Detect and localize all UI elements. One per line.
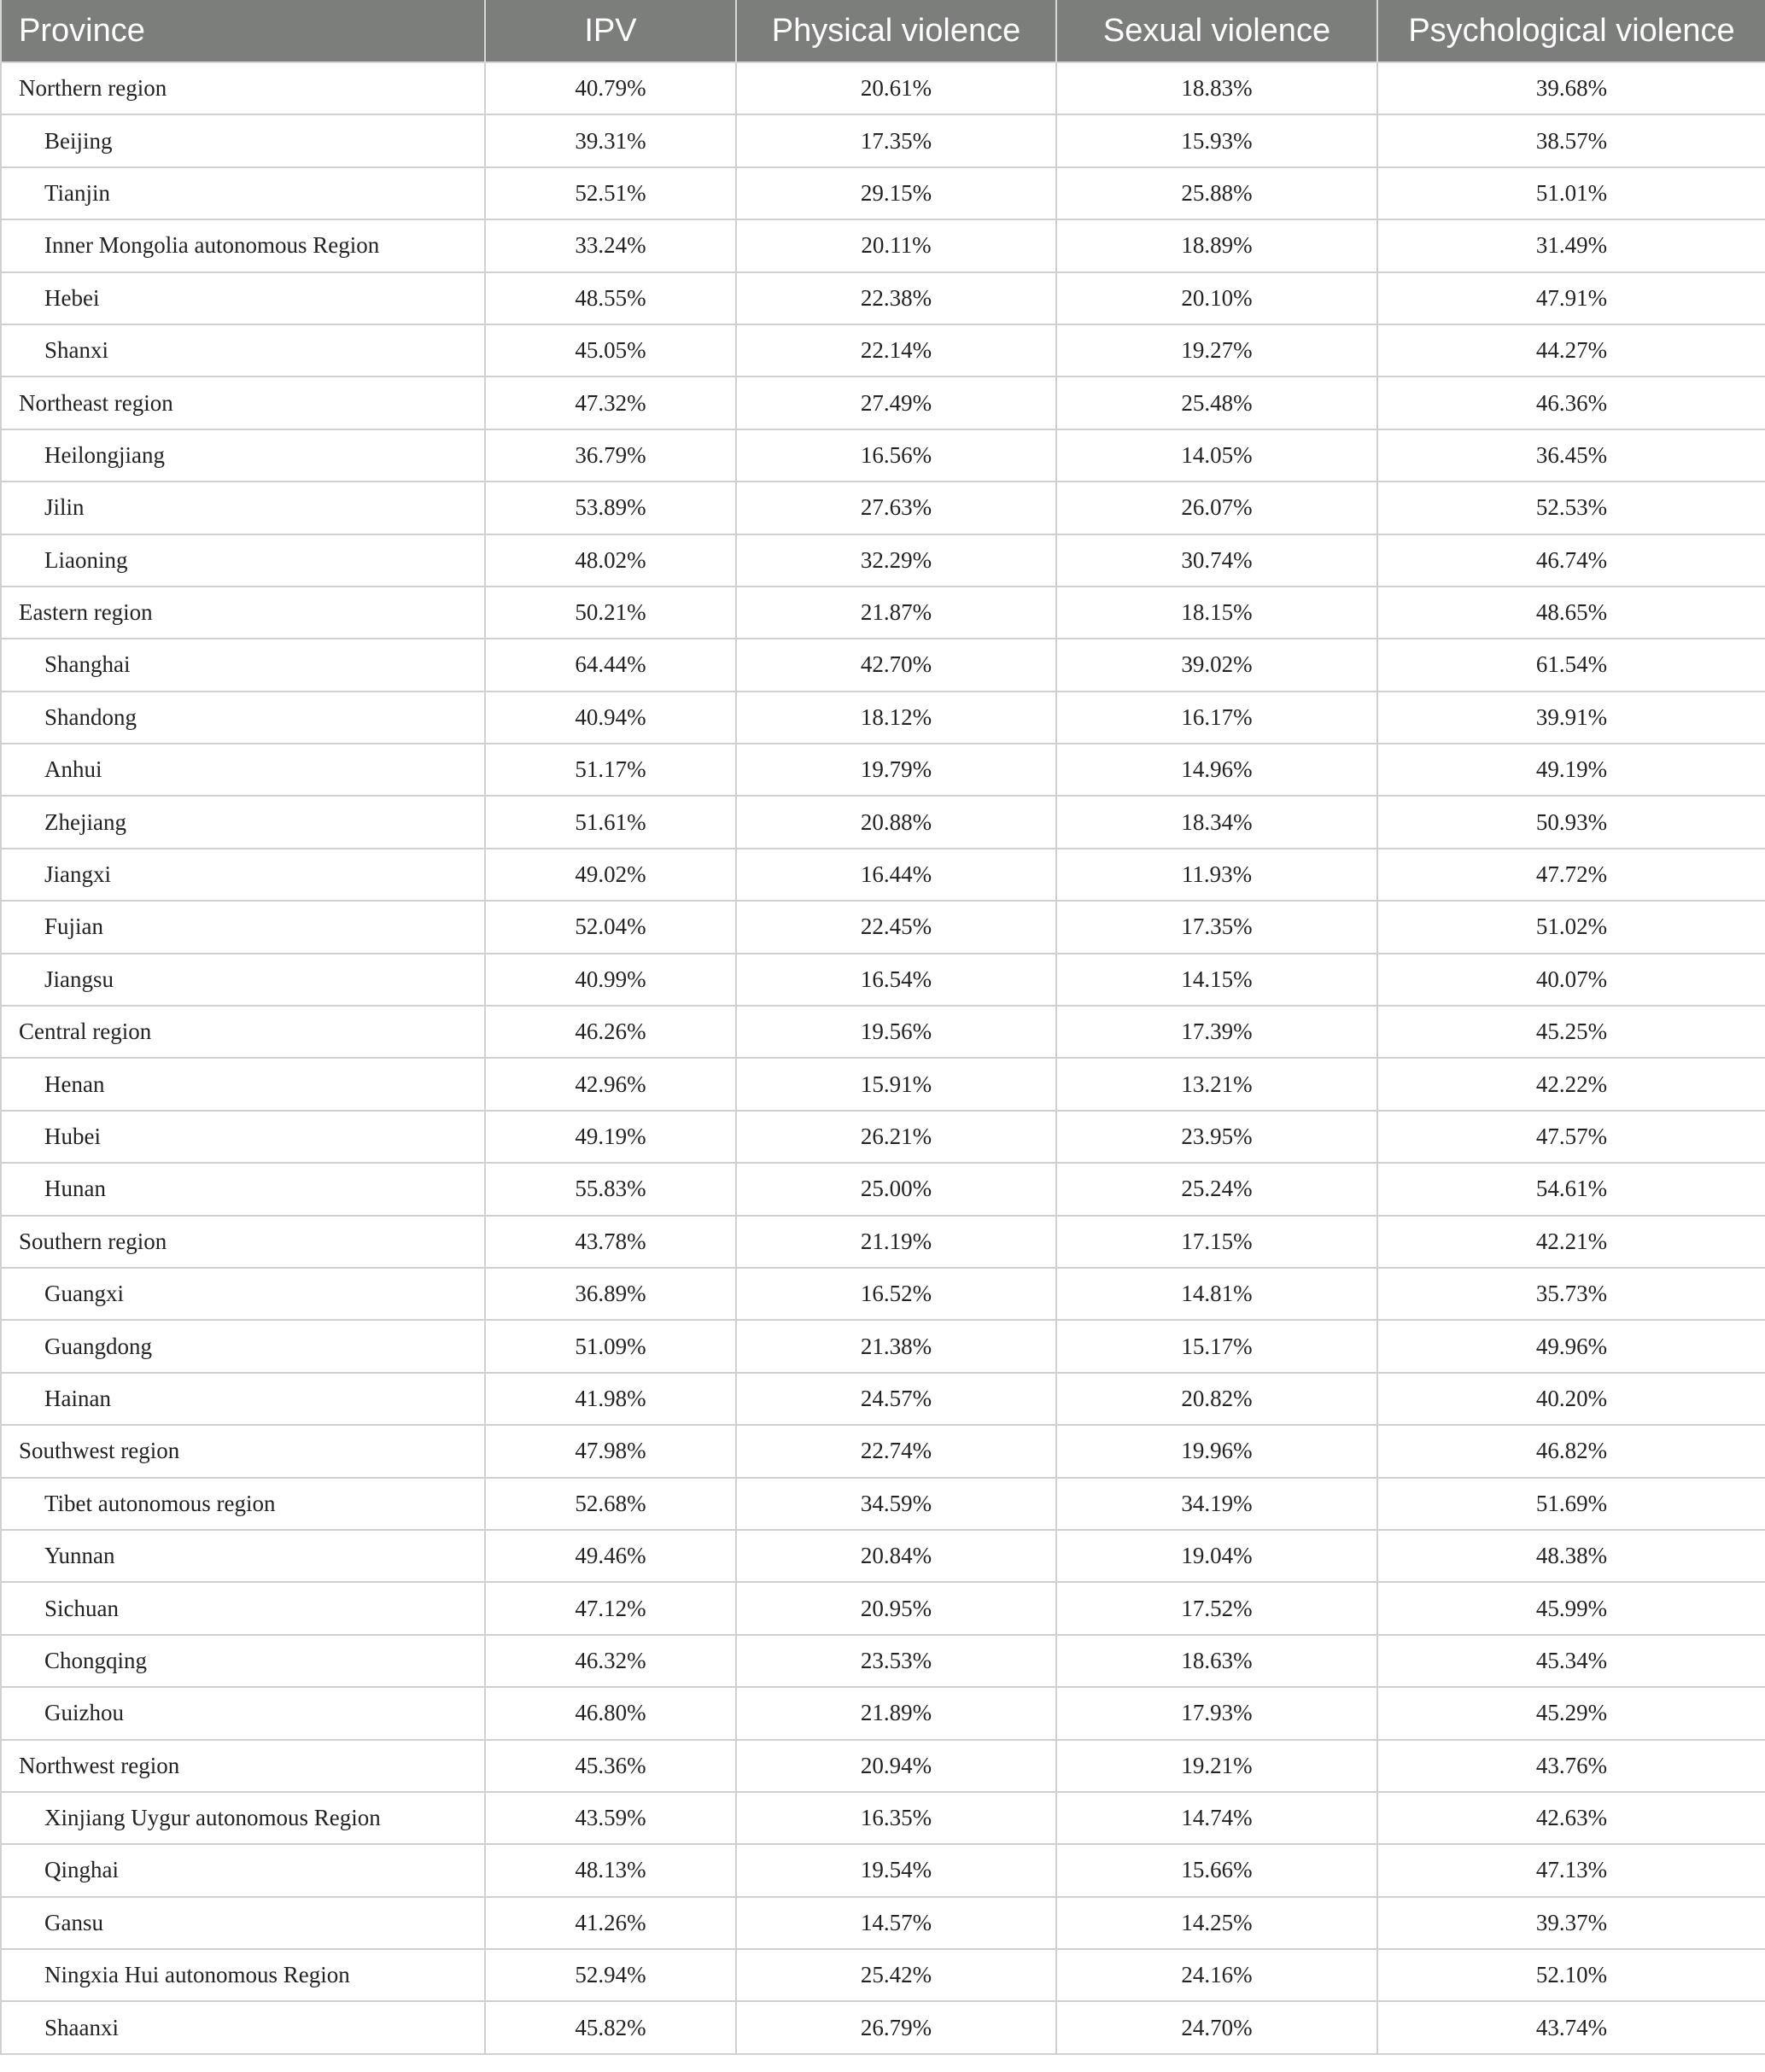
ipv-cell: 47.32% [485, 376, 736, 429]
psychological-violence-cell: 39.37% [1377, 1897, 1765, 1949]
province-row [1, 901, 1765, 953]
psychological-violence-cell: 47.57% [1377, 1111, 1765, 1163]
psychological-violence-cell: 42.63% [1377, 1792, 1765, 1844]
province-name-cell: Xinjiang Uygur autonomous Region [1, 1792, 485, 1844]
psychological-violence-cell: 39.91% [1377, 692, 1765, 744]
sexual-violence-cell: 26.07% [1056, 482, 1377, 534]
sexual-violence-cell: 18.63% [1056, 1635, 1377, 1687]
psychological-violence-cell: 52.10% [1377, 1949, 1765, 2001]
psychological-violence-cell: 38.57% [1377, 114, 1765, 166]
province-name-cell: Tibet autonomous region [1, 1478, 485, 1530]
region-name-cell: Eastern region [1, 587, 485, 639]
physical-violence-cell: 16.56% [736, 429, 1056, 482]
physical-violence-cell: 25.42% [736, 1949, 1056, 2001]
sexual-violence-cell: 18.83% [1056, 62, 1377, 114]
province-row [1, 324, 1765, 376]
province-row [1, 849, 1765, 901]
sexual-violence-cell: 18.89% [1056, 219, 1377, 271]
physical-violence-cell: 42.70% [736, 639, 1056, 691]
ipv-cell: 49.02% [485, 849, 736, 901]
physical-violence-cell: 17.35% [736, 114, 1056, 166]
sexual-violence-cell: 14.15% [1056, 954, 1377, 1006]
ipv-cell: 45.05% [485, 324, 736, 376]
physical-violence-cell: 34.59% [736, 1478, 1056, 1530]
physical-violence-cell: 16.52% [736, 1268, 1056, 1320]
ipv-cell: 52.04% [485, 901, 736, 953]
header-province: Province [1, 0, 485, 62]
physical-violence-cell: 20.94% [736, 1740, 1056, 1792]
sexual-violence-cell: 20.82% [1056, 1373, 1377, 1425]
sexual-violence-cell: 17.15% [1056, 1216, 1377, 1268]
province-row [1, 219, 1765, 271]
ipv-cell: 41.98% [485, 1373, 736, 1425]
ipv-cell: 48.55% [485, 272, 736, 324]
sexual-violence-cell: 34.19% [1056, 1478, 1377, 1530]
region-name-cell: Northeast region [1, 376, 485, 429]
physical-violence-cell: 22.45% [736, 901, 1056, 953]
province-row [1, 796, 1765, 848]
physical-violence-cell: 22.14% [736, 324, 1056, 376]
sexual-violence-cell: 14.74% [1056, 1792, 1377, 1844]
province-name-cell: Sichuan [1, 1582, 485, 1634]
psychological-violence-cell: 46.82% [1377, 1425, 1765, 1477]
physical-violence-cell: 32.29% [736, 534, 1056, 587]
sexual-violence-cell: 24.70% [1056, 2001, 1377, 2053]
province-row [1, 1111, 1765, 1163]
province-row [1, 1320, 1765, 1372]
physical-violence-cell: 19.79% [736, 744, 1056, 796]
physical-violence-cell: 21.38% [736, 1320, 1056, 1372]
physical-violence-cell: 20.84% [736, 1530, 1056, 1582]
physical-violence-cell: 19.56% [736, 1006, 1056, 1058]
province-name-cell: Inner Mongolia autonomous Region [1, 219, 485, 271]
sexual-violence-cell: 14.25% [1056, 1897, 1377, 1949]
psychological-violence-cell: 45.99% [1377, 1582, 1765, 1634]
ipv-cell: 49.19% [485, 1111, 736, 1163]
psychological-violence-cell: 49.96% [1377, 1320, 1765, 1372]
province-name-cell: Fujian [1, 901, 485, 953]
region-row [1, 376, 1765, 429]
sexual-violence-cell: 19.96% [1056, 1425, 1377, 1477]
province-row [1, 1949, 1765, 2001]
ipv-cell: 45.82% [485, 2001, 736, 2053]
table-body [1, 62, 1765, 2054]
province-name-cell: Hunan [1, 1163, 485, 1215]
region-name-cell: Southern region [1, 1216, 485, 1268]
province-row [1, 1844, 1765, 1896]
physical-violence-cell: 16.54% [736, 954, 1056, 1006]
province-row [1, 1792, 1765, 1844]
province-row [1, 167, 1765, 219]
province-row [1, 692, 1765, 744]
sexual-violence-cell: 25.48% [1056, 376, 1377, 429]
ipv-cell: 51.61% [485, 796, 736, 848]
sexual-violence-cell: 25.88% [1056, 167, 1377, 219]
ipv-cell: 47.98% [485, 1425, 736, 1477]
province-name-cell: Henan [1, 1058, 485, 1110]
physical-violence-cell: 25.00% [736, 1163, 1056, 1215]
physical-violence-cell: 27.49% [736, 376, 1056, 429]
province-name-cell: Hebei [1, 272, 485, 324]
province-name-cell: Hainan [1, 1373, 485, 1425]
province-row [1, 639, 1765, 691]
ipv-cell: 50.21% [485, 587, 736, 639]
ipv-cell: 55.83% [485, 1163, 736, 1215]
province-row [1, 1268, 1765, 1320]
province-name-cell: Zhejiang [1, 796, 485, 848]
province-name-cell: Ningxia Hui autonomous Region [1, 1949, 485, 2001]
psychological-violence-cell: 46.74% [1377, 534, 1765, 587]
psychological-violence-cell: 45.29% [1377, 1687, 1765, 1739]
province-name-cell: Tianjin [1, 167, 485, 219]
sexual-violence-cell: 17.52% [1056, 1582, 1377, 1634]
psychological-violence-cell: 47.13% [1377, 1844, 1765, 1896]
psychological-violence-cell: 49.19% [1377, 744, 1765, 796]
province-name-cell: Shandong [1, 692, 485, 744]
physical-violence-cell: 27.63% [736, 482, 1056, 534]
physical-violence-cell: 16.35% [736, 1792, 1056, 1844]
province-name-cell: Jilin [1, 482, 485, 534]
physical-violence-cell: 14.57% [736, 1897, 1056, 1949]
psychological-violence-cell: 46.36% [1377, 376, 1765, 429]
sexual-violence-cell: 25.24% [1056, 1163, 1377, 1215]
psychological-violence-cell: 45.34% [1377, 1635, 1765, 1687]
province-row [1, 429, 1765, 482]
province-row [1, 1530, 1765, 1582]
psychological-violence-cell: 42.21% [1377, 1216, 1765, 1268]
region-row [1, 1425, 1765, 1477]
sexual-violence-cell: 16.17% [1056, 692, 1377, 744]
province-row [1, 1478, 1765, 1530]
physical-violence-cell: 26.21% [736, 1111, 1056, 1163]
ipv-cell: 46.26% [485, 1006, 736, 1058]
psychological-violence-cell: 36.45% [1377, 429, 1765, 482]
province-name-cell: Chongqing [1, 1635, 485, 1687]
physical-violence-cell: 20.11% [736, 219, 1056, 271]
psychological-violence-cell: 51.69% [1377, 1478, 1765, 1530]
province-name-cell: Heilongjiang [1, 429, 485, 482]
ipv-cell: 33.24% [485, 219, 736, 271]
sexual-violence-cell: 18.15% [1056, 587, 1377, 639]
region-name-cell: Central region [1, 1006, 485, 1058]
header-sexual-violence: Sexual violence [1056, 0, 1377, 62]
province-name-cell: Yunnan [1, 1530, 485, 1582]
province-row [1, 744, 1765, 796]
sexual-violence-cell: 13.21% [1056, 1058, 1377, 1110]
physical-violence-cell: 21.89% [736, 1687, 1056, 1739]
sexual-violence-cell: 15.66% [1056, 1844, 1377, 1896]
province-name-cell: Beijing [1, 114, 485, 166]
sexual-violence-cell: 17.35% [1056, 901, 1377, 953]
ipv-cell: 46.80% [485, 1687, 736, 1739]
physical-violence-cell: 16.44% [736, 849, 1056, 901]
table-header-row [1, 0, 1765, 62]
physical-violence-cell: 20.95% [736, 1582, 1056, 1634]
province-name-cell: Guangdong [1, 1320, 485, 1372]
sexual-violence-cell: 14.05% [1056, 429, 1377, 482]
physical-violence-cell: 18.12% [736, 692, 1056, 744]
psychological-violence-cell: 50.93% [1377, 796, 1765, 848]
region-row [1, 1006, 1765, 1058]
ipv-cell: 48.02% [485, 534, 736, 587]
physical-violence-cell: 15.91% [736, 1058, 1056, 1110]
sexual-violence-cell: 18.34% [1056, 796, 1377, 848]
ipv-cell: 53.89% [485, 482, 736, 534]
ipv-cell: 46.32% [485, 1635, 736, 1687]
physical-violence-cell: 19.54% [736, 1844, 1056, 1896]
province-name-cell: Shanghai [1, 639, 485, 691]
ipv-cell: 40.99% [485, 954, 736, 1006]
sexual-violence-cell: 15.17% [1056, 1320, 1377, 1372]
region-name-cell: Northern region [1, 62, 485, 114]
ipv-cell: 45.36% [485, 1740, 736, 1792]
ipv-cell: 49.46% [485, 1530, 736, 1582]
header-ipv: IPV [485, 0, 736, 62]
ipv-cell: 43.59% [485, 1792, 736, 1844]
province-name-cell: Liaoning [1, 534, 485, 587]
sexual-violence-cell: 39.02% [1056, 639, 1377, 691]
region-row [1, 587, 1765, 639]
province-name-cell: Qinghai [1, 1844, 485, 1896]
province-name-cell: Guizhou [1, 1687, 485, 1739]
sexual-violence-cell: 30.74% [1056, 534, 1377, 587]
ipv-cell: 43.78% [485, 1216, 736, 1268]
province-name-cell: Jiangxi [1, 849, 485, 901]
psychological-violence-cell: 39.68% [1377, 62, 1765, 114]
psychological-violence-cell: 45.25% [1377, 1006, 1765, 1058]
sexual-violence-cell: 14.96% [1056, 744, 1377, 796]
header-physical-violence: Physical violence [736, 0, 1056, 62]
physical-violence-cell: 20.88% [736, 796, 1056, 848]
sexual-violence-cell: 20.10% [1056, 272, 1377, 324]
psychological-violence-cell: 43.74% [1377, 2001, 1765, 2053]
psychological-violence-cell: 44.27% [1377, 324, 1765, 376]
psychological-violence-cell: 43.76% [1377, 1740, 1765, 1792]
ipv-cell: 64.44% [485, 639, 736, 691]
province-name-cell: Anhui [1, 744, 485, 796]
province-name-cell: Guangxi [1, 1268, 485, 1320]
psychological-violence-cell: 40.20% [1377, 1373, 1765, 1425]
psychological-violence-cell: 48.65% [1377, 587, 1765, 639]
psychological-violence-cell: 51.02% [1377, 901, 1765, 953]
sexual-violence-cell: 17.93% [1056, 1687, 1377, 1739]
ipv-cell: 36.89% [485, 1268, 736, 1320]
psychological-violence-cell: 31.49% [1377, 219, 1765, 271]
psychological-violence-cell: 54.61% [1377, 1163, 1765, 1215]
province-row [1, 482, 1765, 534]
ipv-cell: 40.94% [485, 692, 736, 744]
sexual-violence-cell: 19.27% [1056, 324, 1377, 376]
physical-violence-cell: 26.79% [736, 2001, 1056, 2053]
sexual-violence-cell: 23.95% [1056, 1111, 1377, 1163]
province-row [1, 272, 1765, 324]
province-name-cell: Shanxi [1, 324, 485, 376]
province-row [1, 2001, 1765, 2053]
province-row [1, 1582, 1765, 1634]
ipv-cell: 52.94% [485, 1949, 736, 2001]
ipv-cell: 40.79% [485, 62, 736, 114]
province-row [1, 1373, 1765, 1425]
ipv-cell: 39.31% [485, 114, 736, 166]
header-psychological-violence: Psychological violence [1377, 0, 1765, 62]
sexual-violence-cell: 24.16% [1056, 1949, 1377, 2001]
physical-violence-cell: 21.87% [736, 587, 1056, 639]
physical-violence-cell: 20.61% [736, 62, 1056, 114]
psychological-violence-cell: 47.91% [1377, 272, 1765, 324]
province-name-cell: Jiangsu [1, 954, 485, 1006]
physical-violence-cell: 24.57% [736, 1373, 1056, 1425]
region-row [1, 62, 1765, 114]
physical-violence-cell: 22.38% [736, 272, 1056, 324]
ipv-cell: 41.26% [485, 1897, 736, 1949]
region-name-cell: Southwest region [1, 1425, 485, 1477]
psychological-violence-cell: 51.01% [1377, 167, 1765, 219]
province-row [1, 534, 1765, 587]
psychological-violence-cell: 35.73% [1377, 1268, 1765, 1320]
province-name-cell: Gansu [1, 1897, 485, 1949]
province-row [1, 1687, 1765, 1739]
province-row [1, 954, 1765, 1006]
psychological-violence-cell: 61.54% [1377, 639, 1765, 691]
physical-violence-cell: 22.74% [736, 1425, 1056, 1477]
sexual-violence-cell: 14.81% [1056, 1268, 1377, 1320]
psychological-violence-cell: 47.72% [1377, 849, 1765, 901]
province-row [1, 1163, 1765, 1215]
physical-violence-cell: 21.19% [736, 1216, 1056, 1268]
physical-violence-cell: 23.53% [736, 1635, 1056, 1687]
province-row [1, 114, 1765, 166]
ipv-cell: 52.68% [485, 1478, 736, 1530]
sexual-violence-cell: 19.21% [1056, 1740, 1377, 1792]
psychological-violence-cell: 48.38% [1377, 1530, 1765, 1582]
ipv-cell: 48.13% [485, 1844, 736, 1896]
ipv-cell: 51.09% [485, 1320, 736, 1372]
ipv-cell: 36.79% [485, 429, 736, 482]
psychological-violence-cell: 42.22% [1377, 1058, 1765, 1110]
province-name-cell: Hubei [1, 1111, 485, 1163]
region-row [1, 1216, 1765, 1268]
province-row [1, 1635, 1765, 1687]
physical-violence-cell: 29.15% [736, 167, 1056, 219]
sexual-violence-cell: 11.93% [1056, 849, 1377, 901]
ipv-cell: 47.12% [485, 1582, 736, 1634]
ipv-cell: 51.17% [485, 744, 736, 796]
sexual-violence-cell: 17.39% [1056, 1006, 1377, 1058]
region-name-cell: Northwest region [1, 1740, 485, 1792]
region-row [1, 1740, 1765, 1792]
ipv-cell: 52.51% [485, 167, 736, 219]
psychological-violence-cell: 40.07% [1377, 954, 1765, 1006]
psychological-violence-cell: 52.53% [1377, 482, 1765, 534]
province-row [1, 1058, 1765, 1110]
sexual-violence-cell: 15.93% [1056, 114, 1377, 166]
province-row [1, 1897, 1765, 1949]
province-name-cell: Shaanxi [1, 2001, 485, 2053]
ipv-cell: 42.96% [485, 1058, 736, 1110]
sexual-violence-cell: 19.04% [1056, 1530, 1377, 1582]
